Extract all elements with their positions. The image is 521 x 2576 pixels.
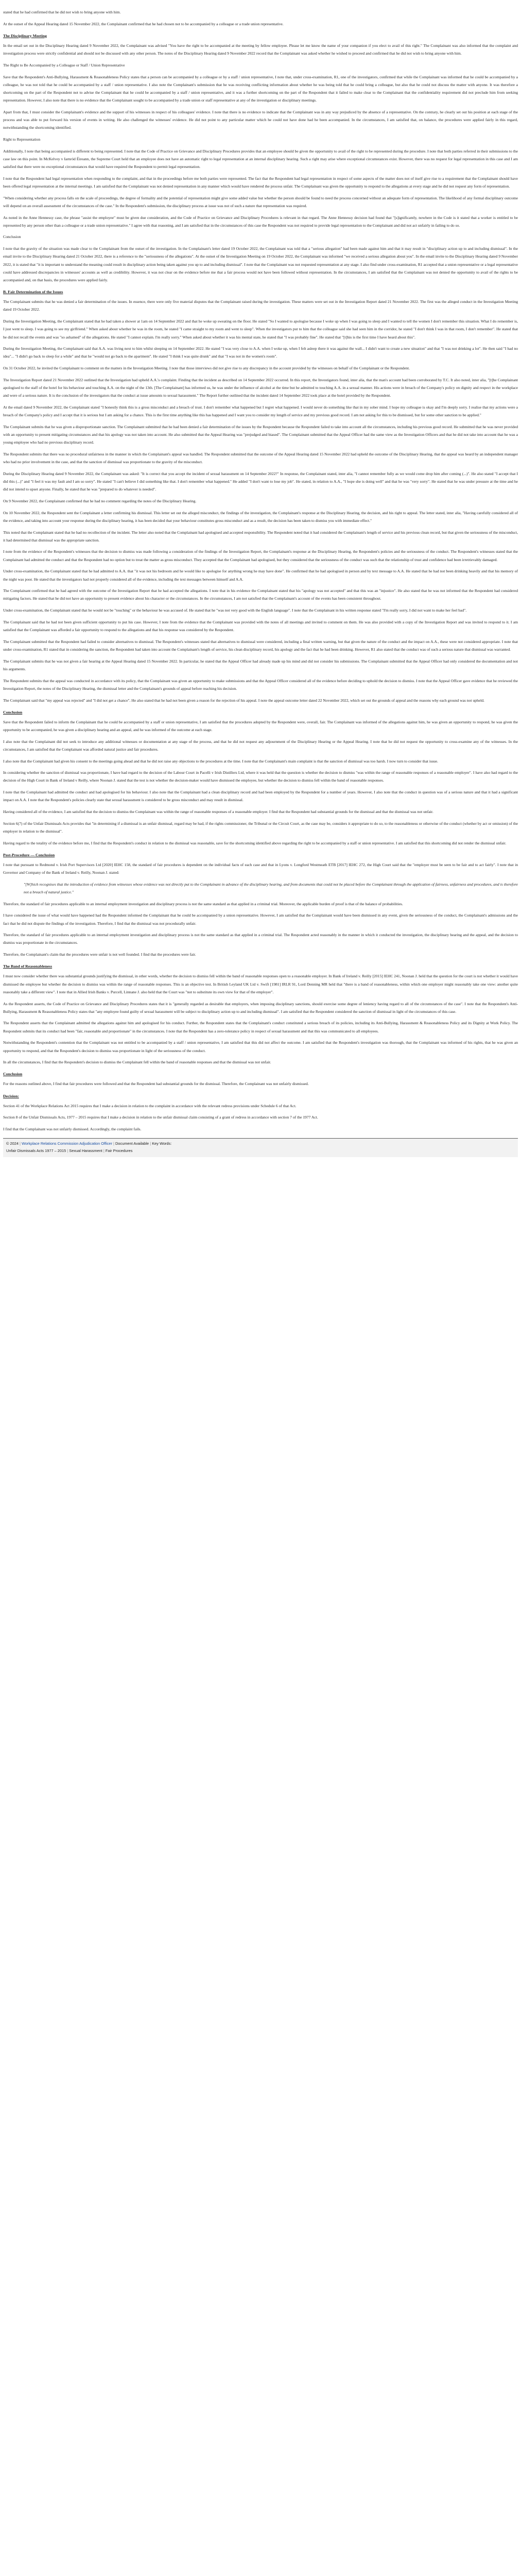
- body-paragraph: In the email set out in the Disciplinary Hearing dated 9 November 2022, the Complainant was advised "You have the right to be accompanied at the meeting by fellow employee. Please let me know the name of your companion if you elect to avail of this right." The Complainant was also informed that the complaint and investigation process were strictly confidential and should not be discussed with any other person. The notes of the Disciplinary Hearing dated 9 November 2022 record that the Complainant was asked whether he wished to proceed and confirmed that he did not wish to bring anyone with him.: [3, 43, 518, 56]
- footer-line-1: [6, 1141, 515, 1146]
- body-paragraph: The Complainant submits that he was denied a fair determination of the issues. In essence, there were only five material disputes that the Complainant raised during the investigation. These matters were set out in the Investigation Report dated 21 November 2022. The first was the alleged conduct in the Investigation Meeting dated 19 October 2022.: [3, 299, 518, 312]
- body-paragraph: I note that the Respondent had legal representation when responding to the complaint, and that in the proceedings before me both parties were represented. The fact that the Respondent had legal representation in respect of some aspects of the matter does not of itself give rise to a requirement that the Complainant should have been offered legal representation at the internal meetings. I am satisfied that the Complainant was not denied representation in any manner which would have rendered the process unfair. The Complainant was given the opportunity to respond to the allegations at every stage and he did not request any form of representation.: [3, 176, 518, 189]
- body-paragraph: As noted in the Anne Hennessy case, the phrase "assist the employee" must be given due consideration, and the Code of Practice on Grievance and Disciplinary Procedures is relevant in that regard. The Anne Hennessy decision had found that "[s]ignificantly, nowhere in the Code is it stated that a worker is entitled to be represented by any person other than a colleague or a trade union representative." I agree with that reasoning, and I am satisfied that in the circumstances of this case the Respondent was not required to provide legal representation to the Complainant and did not act unfairly in failing to do so.: [3, 215, 518, 228]
- body-paragraph: Conclusion: [3, 234, 21, 240]
- section-heading: Conclusion: [3, 1072, 23, 1077]
- body-paragraph: At the email dated 9 November 2022, the Complainant stated "I honestly think this is a gross misconduct and a breach of trust. I don't remember what happened but I regret what happened. I would never do something like that in my sober mind. I hope my colleague is okay and I'm deeply sorry. I realise that my actions were a breach of the Company's policy and I accept that it is serious but I am asking for a chance. This is the first time anything like this has happened and I want you to consider my length of service and my previous good record. I am not asking for this to be dismissed, but for some other sanction to be applied.": [3, 404, 518, 418]
- body-paragraph: On 31 October 2022, he invited the Complainant to comment on the matters in the Investigation Meeting. I note that those interviews did not give rise to any discrepancy in the account provided by the witnesses on behalf of the Complainant or the Respondent.: [3, 366, 410, 371]
- section-heading: Post-Procedure — Conclusion: [3, 852, 55, 857]
- body-paragraph: Apart from that, I must consider the Complainant's evidence and the support of his witnesses in respect of his colleagues' evidence. I note that there is no evidence to indicate that the Complainant was in any way prejudiced by the absence of a representative. On the contrary, he clearly set out his position at each stage of the process and was able to put forward his version of events in writing. He also challenged the witnesses' evidence. He did not point to any particular matter which he could not have done had he been accompanied. In the circumstances, I am satisfied that, on balance, the procedures were applied fairly in this regard, notwithstanding the shortcoming identified.: [3, 109, 518, 130]
- body-paragraph: The Complainant said that "my appeal was rejected" and "I did not get a chance". He also stated that he had not been given a reason for the rejection of his appeal. I note the appeal outcome letter dated 22 November 2022, which set out the grounds of appeal and the reasons why each ground was not upheld.: [3, 698, 484, 703]
- body-paragraph: Section 41 of the Workplace Relations Act 2015 requires that I make a decision in relation to the complaint in accordance with the relevant redress provisions under Schedule 6 of that Act.: [3, 1103, 297, 1108]
- body-paragraph: I have considered the issue of what would have happened had the Respondent informed the Complainant that he could be accompanied by a union representative. However, I am satisfied that the Complainant would have been dismissed in any event, given the seriousness of the conduct, the Complainant's admissions and the fact that he did not dispute the findings of the investigation. Therefore, I find that the dismissal was not procedurally unfair.: [3, 913, 518, 926]
- body-paragraph: During the Investigation Meeting, the Complainant said that A.A. was living next to him whilst sleeping on 14 September 2022. He stated "I was very close to A.A. when I woke up, when I felt asleep there it was against the wall... I didn't want to create a new situation" and that "I was not drinking a lot". He then said "I had no idea"... "I didn't go back to sleep for a while" and that he "would not go back to the apartment". He stated "I think I was quite drunk" and that "I was not in the women's room".: [3, 346, 518, 359]
- body-paragraph: The Right to Be Accompanied by a Colleague or Staff / Union Representative: [3, 62, 125, 67]
- body-paragraph: Notwithstanding the Respondent's contention that the Complainant was not entitled to be accompanied by a staff / union representative, I am satisfied that this did not affect the outcome. I am satisfied that the Respondent's investigation was thorough, that the Complainant was informed of his rights, that he was given an opportunity to respond, and that the Respondent's decision to dismiss was proportionate in light of the seriousness of the conduct.: [3, 1040, 518, 1053]
- body-paragraph: I note from the evidence of the Respondent's witnesses that the decision to dismiss was made following a consideration of the findings of the Investigation Report, the Complainant's response at the Disciplinary Hearing, the Respondent's policies and the seriousness of the conduct. The Respondent's witnesses stated that the Complainant had admitted the conduct and that the Respondent had no option but to treat the matter as gross misconduct. They accepted that the Complainant had apologised, but they considered that the seriousness of the conduct was such that the relationship of trust and confidence had been irretrievably damaged.: [3, 549, 518, 562]
- body-paragraph: The Complainant submitted that the Respondent had failed to consider alternatives to dismissal. The Respondent's witnesses stated that alternatives to dismissal were considered, including a final written warning, but that given the nature of the conduct and the impact on A.A., these were not considered appropriate. I note that under cross-examination, R1 stated that in considering the sanction, the Respondent had taken into account the Complainant's length of service, his clean disciplinary record, his apology and the fact that he had been drinking. However, R1 also stated that the conduct was of such a serious nature that dismissal was warranted.: [3, 639, 518, 652]
- body-paragraph: The Respondent submits that there was no procedural unfairness in the manner in which the Complainant's appeal was handled. The Respondent submitted that the outcome of the Appeal Hearing dated 15 November 2022 had upheld the outcome of the Disciplinary Hearing, that the appeal was heard by an independent manager who had no prior involvement in the case, and that the sanction of dismissal was proportionate to the gravity of the misconduct.: [3, 451, 518, 465]
- section-heading: Decision:: [3, 1093, 19, 1098]
- footer-text: | Fair Procedures: [102, 1148, 133, 1153]
- body-paragraph: I note that the gravity of the situation was made clear to the Complainant from the outset of the investigation. In the Complainant's letter dated 19 October 2022, the Complainant was told that a "serious allegation" had been made against him and that it may result in "disciplinary action up to and including dismissal". In the email invite to the Disciplinary Hearing dated 21 October 2022, there is a reference to the "seriousness of the allegations". At the outset of the Investigation Meeting on 19 October 2022, the Complainant was informed "we received a serious allegation about you". In the email invite to the Disciplinary Hearing dated 9 November 2022, it is stated that "it is important to understand the meaning could result in disciplinary action being taken against you up to and including dismissal". I note that the Complainant was not requested representation at any stage. I also find under cross-examination, R1 accepted that a union representative or a legal representative could have addressed discrepancies in witnesses' accounts as well as credibility. However, it was not clear on the evidence before me that a fair process would not have been followed without representation. In the circumstances, I am satisfied that the Complainant was not denied the opportunity to avail of the rights to be accompanied and, on that basis, the procedures were applied fairly.: [3, 246, 518, 282]
- body-paragraph: Having regard to the totality of the evidence before me, I find that the Respondent's conduct in relation to the dismissal was reasonable, save for the shortcoming identified above regarding the right to be accompanied by a staff or union representative. I am satisfied that this shortcoming did not render the dismissal unfair.: [3, 840, 507, 845]
- section-heading: The Disciplinary Meeting: [3, 33, 47, 38]
- body-paragraph: At the outset of the Appeal Hearing dated 15 November 2022, the Complainant confirmed that he had chosen not to be accompanied by a colleague or a trade union representative.: [3, 21, 284, 26]
- body-paragraph: Under cross-examination, the Complainant stated that he would not be "touching" or the behaviour he was accused of. He stated that he "was not very good with the English language". I note that the Complainant in his written response stated "I'm really sorry, I did not want to make her feel bad".: [3, 608, 467, 613]
- body-paragraph: The Complainant submits that he was not given a fair hearing at the Appeal Hearing dated 15 November 2022. In particular, he stated that the Appeal Officer had already made up his mind and did not consider his submissions. The Complainant submitted that the Appeal Officer had only considered the documentation and not his arguments.: [3, 658, 518, 671]
- body-paragraph: I note that the Complainant had admitted the conduct and had apologised for his behaviour. I also note that the Complainant had a clean disciplinary record and had been employed by the Respondent for a number of years. However, I also note that the conduct in question was of a serious nature and that it had a significant impact on A.A. I note that the Respondent's policies clearly state that sexual harassment is considered to be gross misconduct and may result in dismissal.: [3, 790, 518, 803]
- body-paragraph: I also note that the Complainant did not seek to introduce any additional witnesses or documentation at any stage of the process, and that he did not request any adjournment of the Disciplinary Hearing or the Appeal Hearing. I note that he did not request the opportunity to cross-examine any of the witnesses. In the circumstances, I am satisfied that the Complainant was afforded natural justice and fair procedures.: [3, 739, 518, 752]
- body-paragraph: During the Disciplinary Hearing dated 9 November 2022, the Complainant was asked: "It is correct that you accept the incident of sexual harassment on 14 September 2022?" In response, the Complainant stated, inter alia, "I cannot remember fully as we would come drop him after coming (...)". He also stated "I accept that I did this (...)" and "I feel it was my fault and I am so sorry". He stated "I can't believe I did something like that. I don't remember what happened." He added "I don't want to lose my job". He stated, in relation to A.A., "I hope she is doing well" and that he was "very sorry". He stated that he was under pressure at the time and he did not intend to upset anyone. Finally, he stated that he was "prepared to do whatever is needed".: [3, 471, 518, 492]
- body-paragraph: In all the circumstances, I find that the Respondent's decision to dismiss the Complainant fell within the band of reasonable responses and that the dismissal was not unfair.: [3, 1060, 271, 1065]
- body-paragraph: Additionally, I note that being accompanied is different to being represented. I note that the Code of Practice on Grievance and Disciplinary Procedures provides that an employee should be given the opportunity to avail of the right to be represented during the procedure. I note that both parties referred in their submissions to the case law on this point. In McKelvey v Iarnród Éireann, the Supreme Court held that an employee does not have an automatic right to legal representation at an internal disciplinary hearing. Such a right may arise where exceptional circumstances exist. However, there was no request for legal representation in this case and I am satisfied that there were no exceptional circumstances that would have required the Respondent to permit legal representation.: [3, 148, 518, 170]
- body-paragraph: I find that the Complainant was not unfairly dismissed. Accordingly, the complaint fails.: [3, 1127, 142, 1132]
- body-paragraph: I also note that the Complainant had given his consent to the meetings going ahead and that he did not raise any objections to the procedures at the time. I note that the Complainant's main complaint is that the sanction of dismissal was too harsh. I now turn to consider that issue.: [3, 758, 438, 764]
- body-paragraph: As the Respondent asserts, the Code of Practice on Grievance and Disciplinary Procedures states that it is "generally regarded as desirable that employers, when imposing disciplinary sanctions, should exercise some degree of leniency having regard to all of the circumstances of the case". I note that the Respondent's Anti-Bullying, Harassment & Reasonableness Policy states that "any employee found guilty of sexual harassment will be subject to disciplinary action up to and including dismissal". I am satisfied that the Respondent considered the sanction of dismissal in light of the circumstances of this case.: [3, 1001, 518, 1014]
- body-paragraph: The Complainant submits that he was given a disproportionate sanction. The Complainant submitted that he had been denied a fair determination of the issues by the Respondent because the Respondent failed to take into account all the circumstances, including his previous good record. He submitted that he was never provided with an opportunity to present mitigating circumstances and that his apology was not taken into account. He also submitted that the Appeal Hearing was "prejudged and biased". The Complainant submitted that the Appeal Officer had the same view as the Investigation Officers and that he did not take into account that he was a young employee who had no previous disciplinary record.: [3, 424, 518, 445]
- section-heading: Conclusion: [3, 709, 23, 715]
- body-paragraph: The Investigation Report dated 21 November 2022 outlined that the Investigation had upheld A.A.'s complaint. Finding that the incident as described on 14 September 2022 occurred. In this report, the Investigators found, inter alia, that the man's account had been corroborated by T.C. It also noted, inter alia, "[t]he Complainant apologised to the staff of the hotel for his behaviour and touching A.A. on the night of the 13th. [The Complainant] has informed us, he was under the influence of alcohol at the time but he admitted to touching A.A. in a sexual manner. His actions were in breach of the Company's policy on dignity and respect in the workplace and were of a serious nature. It is the conclusion of the investigators that the conduct at issue amounts to sexual harassment." The Report further outlined that the incident dated 14 September 2022 took place at the hotel provided by the Respondent.: [3, 377, 518, 398]
- page-footer: [3, 1138, 518, 1157]
- footer-text: Unfair Dismissals Acts 1977 – 2015: [6, 1148, 66, 1154]
- body-paragraph: "When considering whether any process falls on the scale of proceedings, the degree of formality and the potential of representation might give some added value but whether the person should be found to need the process concerned without an adequate form of representation. The likelihood of any formal disciplinary outcome will depend on an overall assessment of the circumstances of the case." In the Respondent's submission, the disciplinary process at issue was not of such a nature that representation was required.: [3, 195, 518, 208]
- body-paragraph: For the reasons outlined above, I find that fair procedures were followed and that the Respondent had substantial grounds for the dismissal. Therefore, the Complainant was not unfairly dismissed.: [3, 1081, 309, 1087]
- footer-text: © 2024: [6, 1141, 19, 1146]
- body-paragraph: Under cross-examination, the Complainant stated that he had admitted to A.A. that "it was not his bedroom and he would like to apologise for anything wrong he may have done". He confirmed that he had apologised in person and by text message to A.A. He stated that he had not been drinking heavily and that his memory of the night was poor. He stated that the investigators had not properly considered all of the evidence, including the text messages between himself and A.A.: [3, 569, 518, 582]
- body-paragraph: Therefore, the Complainant's claim that the procedures were unfair is not well founded. I find that the procedures were fair.: [3, 952, 196, 957]
- footer-text: | Document Available: [112, 1141, 149, 1146]
- body-paragraph: The Complainant said that he had not been given sufficient opportunity to put his case. However, I note from the evidence that the Complainant was provided with the notes of all meetings and invited to comment on them. He was also provided with a copy of the Investigation Report and was invited to respond to it. I am satisfied that the Complainant was afforded a fair opportunity to respond to the allegations and that his response was considered by the Respondent.: [3, 619, 518, 633]
- body-paragraph: stated that he had confirmed that he did not wish to bring anyone with him.: [3, 10, 121, 14]
- body-paragraph: Right to Representation: [3, 137, 41, 142]
- body-paragraph: Therefore, the standard of fair procedures applicable to an internal employment investigation and disciplinary process is not the same standard as that applied in a criminal trial. The Respondent acted reasonably in the manner in which it conducted the investigation, the disciplinary hearing and the appeal, and the decision to dismiss was proportionate in the circumstances.: [3, 933, 518, 945]
- body-paragraph: On 10 November 2022, the Respondent sent the Complainant a letter confirming his dismissal. This letter set out the alleged misconduct, the findings of the investigation, the Complainant's response at the Disciplinary Hearing, the decision, and his right to appeal. The letter stated, inter alia, "Having carefully considered all of the evidence, and taking into account your response during the disciplinary hearing, it has been decided that your behaviour constitutes gross misconduct and as a result, the decision has been taken to dismiss you with immediate effect.": [3, 510, 518, 523]
- body-paragraph: I note that pursuant to Redmond v. Irish Port Supervisors Ltd [2020] IEHC 158, the standard of fair procedures is dependent on the individual facts of each case and that in Lyons v. Longford Westmeath ETB [2017] IEHC 272, the High Court said that the "employer must be seen to be fair and to act fairly". I note that in Governor and Company of the Bank of Ireland v. Reilly, Noonan J. stated:: [3, 862, 518, 875]
- body-paragraph: Save that the Respondent failed to inform the Complainant that he could be accompanied by a staff or union representative, I am satisfied that the procedures adopted by the Respondent were, overall, fair. The Complainant was informed of the allegations against him, he was given an opportunity to respond, he was given the opportunity to be accompanied, he was given a disciplinary hearing and an appeal, and he was informed of the outcome at each stage.: [3, 719, 518, 732]
- section-heading: B. Fair Determination of the Issues: [3, 290, 63, 295]
- footer-line-2: [6, 1148, 515, 1154]
- body-paragraph: During the Investigation Meeting, the Complainant stated that he had taken a shower at 1am on 14 September 2022 and that he woke up sweating on the floor. He stated "So I wanted to apologise because I woke up when I was going to sleep and I wanted to tell the women I don't remember this situation. What I do remember is, I just went to sleep. I was going to see my girlfriend." When asked about whether he was in the room, he stated "I came straight to my room and went to sleep". When the investigators put to him that the colleague said she had seen him in the corridor, he stated "I don't think I was in that room, I don't remember". He stated that he did not recall the events and was "so ashamed" of the allegations. He stated "I cannot explain. I'm really sorry." When asked about whether it was his mental state, he stated that "I was probably fine". He stated that "[t]his is the first time I have heard about this".: [3, 319, 518, 340]
- document-page: [3, 0, 518, 1157]
- body-paragraph: In considering whether the sanction of dismissal was proportionate, I have had regard to the decision of the Labour Court in Pacelli v Irish Distillers Ltd, where it was held that the question is whether the decision to dismiss "was within the range of reasonable responses of a reasonable employer". I have also had regard to the decision of the High Court in Bank of Ireland v Reilly, where Noonan J. stated that the test is not whether the decision-maker would have dismissed the employee, but whether the decision to dismiss fell within the band of reasonable responses.: [3, 770, 518, 783]
- footer-link[interactable]: | Workplace Relations Commission Adjudication Officer: [19, 1141, 112, 1146]
- body-paragraph: Having considered all of the evidence, I am satisfied that the decision to dismiss the Complainant was within the range of reasonable responses of a reasonable employer. I find that the Respondent had substantial grounds for the dismissal and that the dismissal was not unfair.: [3, 809, 433, 815]
- body-paragraph: The Respondent submits that the appeal was conducted in accordance with its policy, that the Complainant was given an opportunity to make submissions and that the Appeal Officer considered all of the evidence before deciding to uphold the decision to dismiss. I note that the Appeal Officer gave evidence that he reviewed the Investigation Report, the notes of the Disciplinary Hearing, the dismissal letter and the Complainant's grounds of appeal before reaching his decision.: [3, 678, 518, 691]
- body-paragraph: On 9 November 2022, the Complainant confirmed that he had no comment regarding the notes of the Disciplinary Hearing.: [3, 498, 197, 503]
- body-paragraph: Save that the Respondent's Anti-Bullying, Harassment & Reasonableness Policy states that a person can be accompanied by a colleague or by a staff / union representative, I note that, under cross-examination, R1, one of the investigators, confirmed that while the Complainant was informed that he could be accompanied by a colleague, he was not told that he could be accompanied by a staff / union representative. I also note the Complainant's submission that he was receiving conflicting information about whether he was being told that he could bring a colleague, but also that he could not discuss the matter with anyone. It was therefore a shortcoming on the part of the Respondent not to advise the Complainant that he could be accompanied by a staff / union representative, and it was a further shortcoming on the part of the Respondent that it failed to make clear to the Complainant that the confidentiality requirement did not preclude him from seeking representation. However, I also note that there is no evidence that the Complainant sought to be accompanied by a trade union or staff representative at any of the investigation or disciplinary meetings.: [3, 74, 518, 103]
- footer-text: | Sexual Harassment: [66, 1148, 102, 1153]
- body-paragraph: The Respondent asserts that the Complainant admitted the allegations against him and apologised for his conduct. Further, the Respondent states that the Complainant's conduct constituted a serious breach of its policies, including its Anti-Bullying, Harassment & Reasonableness Policy and its Dignity at Work Policy. The Respondent submits that its conduct had been "fair, reasonable and proportionate" in the circumstances. I note that the Respondent has a zero-tolerance policy in respect of sexual harassment and that this was communicated to all employees.: [3, 1021, 518, 1033]
- document-body: [3, 8, 518, 1133]
- body-paragraph: "[W]hich recognises that the introduction of evidence from witnesses whose evidence was not directly put to the Complainant in advance of the disciplinary hearing, and from documents that could not be placed before the Complainant through the application of fairness, unfairness and procedures, and is therefore not a breach of natural justice.": [24, 882, 518, 894]
- body-paragraph: This noted that the Complainant stated that he had no recollection of the incident. The letter also noted that the Complainant had apologised and accepted responsibility. The Respondent noted that it had considered the Complainant's length of service and his previous clean record, but that given the seriousness of the misconduct, it had determined that dismissal was the appropriate sanction.: [3, 530, 518, 543]
- section-heading: The Band of Reasonableness: [3, 964, 53, 969]
- body-paragraph: Section 6(7) of the Unfair Dismissals Acts provides that "in determining if a dismissal is an unfair dismissal, regard may be had, if the rights commissioner, the Tribunal or the Circuit Court, as the case may be, considers it appropriate to do so, to the reasonableness or otherwise of the conduct (whether by act or omission) of the employer in relation to the dismissal".: [3, 821, 518, 834]
- body-paragraph: I must now consider whether there was substantial grounds justifying the dismissal, in other words, whether the decision to dismiss fell within the band of reasonable responses open to a reasonable employer. In Bank of Ireland v. Reilly [2015] IEHC 241, Noonan J. held that the question for the court is not whether it would have dismissed the employee but whether the decision to dismiss was within the range of reasonable responses. This is an objective test. In British Leyland UK Ltd v. Swift [1981] IRLR 91, Lord Denning MR held that "there is a band of reasonableness, within which one employer might reasonably take one view: another quite reasonably take a different view". I note that in Allied Irish Banks v. Purcell, Linnane J. also held that the Court was "not to substitute its own view for that of the employer".: [3, 974, 518, 994]
- body-paragraph: Section 8 of the Unfair Dismissals Acts, 1977 – 2015 requires that I make a decision in relation to the unfair dismissal claim consisting of a grant of redress in accordance with section 7 of the 1977 Act.: [3, 1115, 318, 1120]
- body-paragraph: Therefore, the standard of fair procedures applicable to an internal employment investigation and disciplinary process is not the same standard as that applied in a criminal trial. Moreover, the applicable burden of proof is that of the balance of probabilities.: [3, 901, 403, 906]
- body-paragraph: The Complainant confirmed that he had agreed with the outcome of the Investigation Report that he had accepted the allegations. I note that in his evidence the Complainant stated that his "apology was not accepted" and that this was an "injustice". He also stated that he was not informed that the Respondent had considered mitigating factors. He stated that he did not have an opportunity to present evidence about his character or the circumstances. In the circumstances, I am not satisfied that the Complainant's account of the events has been consistent throughout.: [3, 588, 518, 601]
- footer-text: | Key Words:: [149, 1141, 171, 1146]
